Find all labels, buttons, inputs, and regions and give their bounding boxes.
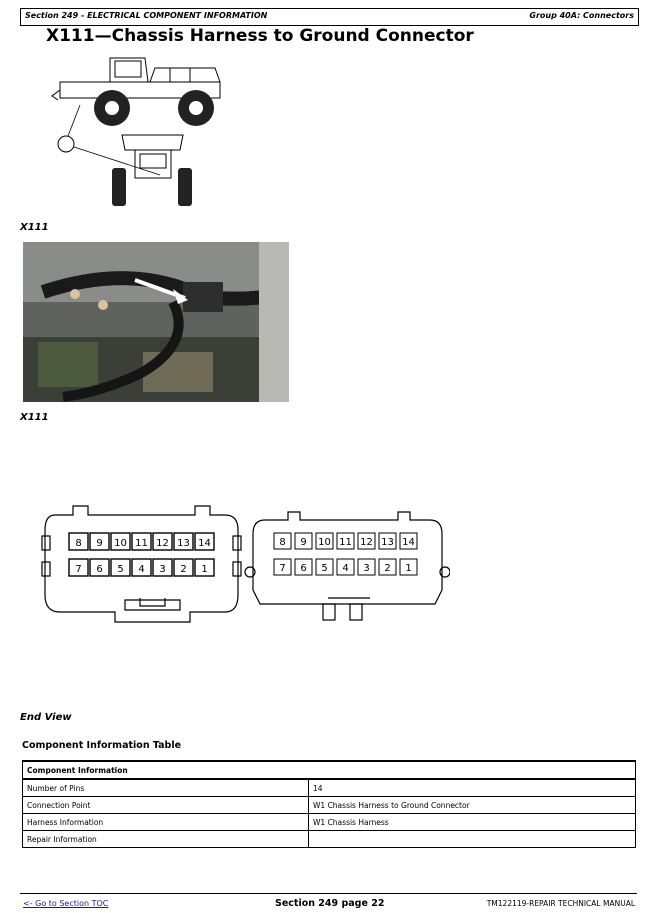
row-value: W1 Chassis Harness to Ground Connector [309, 797, 636, 814]
pin-label: 14 [402, 537, 415, 548]
pin-label: 2 [180, 564, 187, 575]
row-label: Repair Information [23, 831, 309, 848]
pin-label: 5 [321, 563, 328, 574]
table-header: Component Information [23, 761, 636, 779]
pin-label: 4 [138, 564, 145, 575]
pin-label: 8 [279, 537, 286, 548]
pin-label: 14 [198, 538, 211, 549]
pin-label: 13 [177, 538, 190, 549]
photo-caption: X111 [20, 222, 49, 233]
page-title: X111—Chassis Harness to Ground Connector [46, 26, 474, 46]
end-view-caption: End View [20, 712, 72, 723]
connector-caption: X111 [20, 412, 49, 423]
row-value: 14 [309, 779, 636, 797]
row-label: Harness Information [23, 814, 309, 831]
pin-label: 12 [156, 538, 169, 549]
pin-label: 11 [339, 537, 352, 548]
pin-label: 3 [159, 564, 166, 575]
header-section: Section 249 - ELECTRICAL COMPONENT INFORMATION [25, 11, 268, 20]
pin-label: 13 [381, 537, 394, 548]
row-label: Connection Point [23, 797, 309, 814]
row-value [309, 831, 636, 848]
pin-label: 9 [300, 537, 307, 548]
table-row [23, 797, 636, 814]
right-connector-outline [253, 512, 442, 604]
pin-label: 7 [75, 564, 82, 575]
pin-label: 1 [201, 564, 208, 575]
row-value: W1 Chassis Harness [309, 814, 636, 831]
pin-label: 4 [342, 563, 349, 574]
pin-label: 1 [405, 563, 412, 574]
pin-label: 8 [75, 538, 82, 549]
table-header-row [23, 761, 636, 779]
table-row [23, 779, 636, 797]
component-info-table [22, 760, 636, 848]
section-toc-link[interactable]: <- Go to Section TOC [23, 899, 109, 908]
page-header [20, 8, 639, 26]
location-callout-circle [58, 136, 74, 152]
pin-label: 12 [360, 537, 373, 548]
page-footer [20, 893, 637, 912]
pin-label: 3 [363, 563, 370, 574]
page-number: Section 249 page 22 [275, 898, 385, 909]
pin-label: 2 [384, 563, 391, 574]
pin-label: 6 [96, 564, 103, 575]
manual-title: TM122119-REPAIR TECHNICAL MANUAL [486, 899, 635, 908]
row-label: Number of Pins [23, 779, 309, 797]
pin-label: 5 [117, 564, 124, 575]
table-section-title: Component Information Table [22, 740, 182, 751]
pin-label: 10 [114, 538, 127, 549]
connector-location-photo [23, 242, 289, 402]
pin-label: 9 [96, 538, 103, 549]
machine-location-diagram [50, 50, 240, 210]
table-row [23, 831, 636, 848]
pin-label: 6 [300, 563, 307, 574]
header-group: Group 40A: Connectors [529, 11, 634, 20]
pin-label: 7 [279, 563, 286, 574]
pin-label: 10 [318, 537, 331, 548]
table-row [23, 814, 636, 831]
connector-end-view [40, 500, 450, 630]
pin-label: 11 [135, 538, 148, 549]
